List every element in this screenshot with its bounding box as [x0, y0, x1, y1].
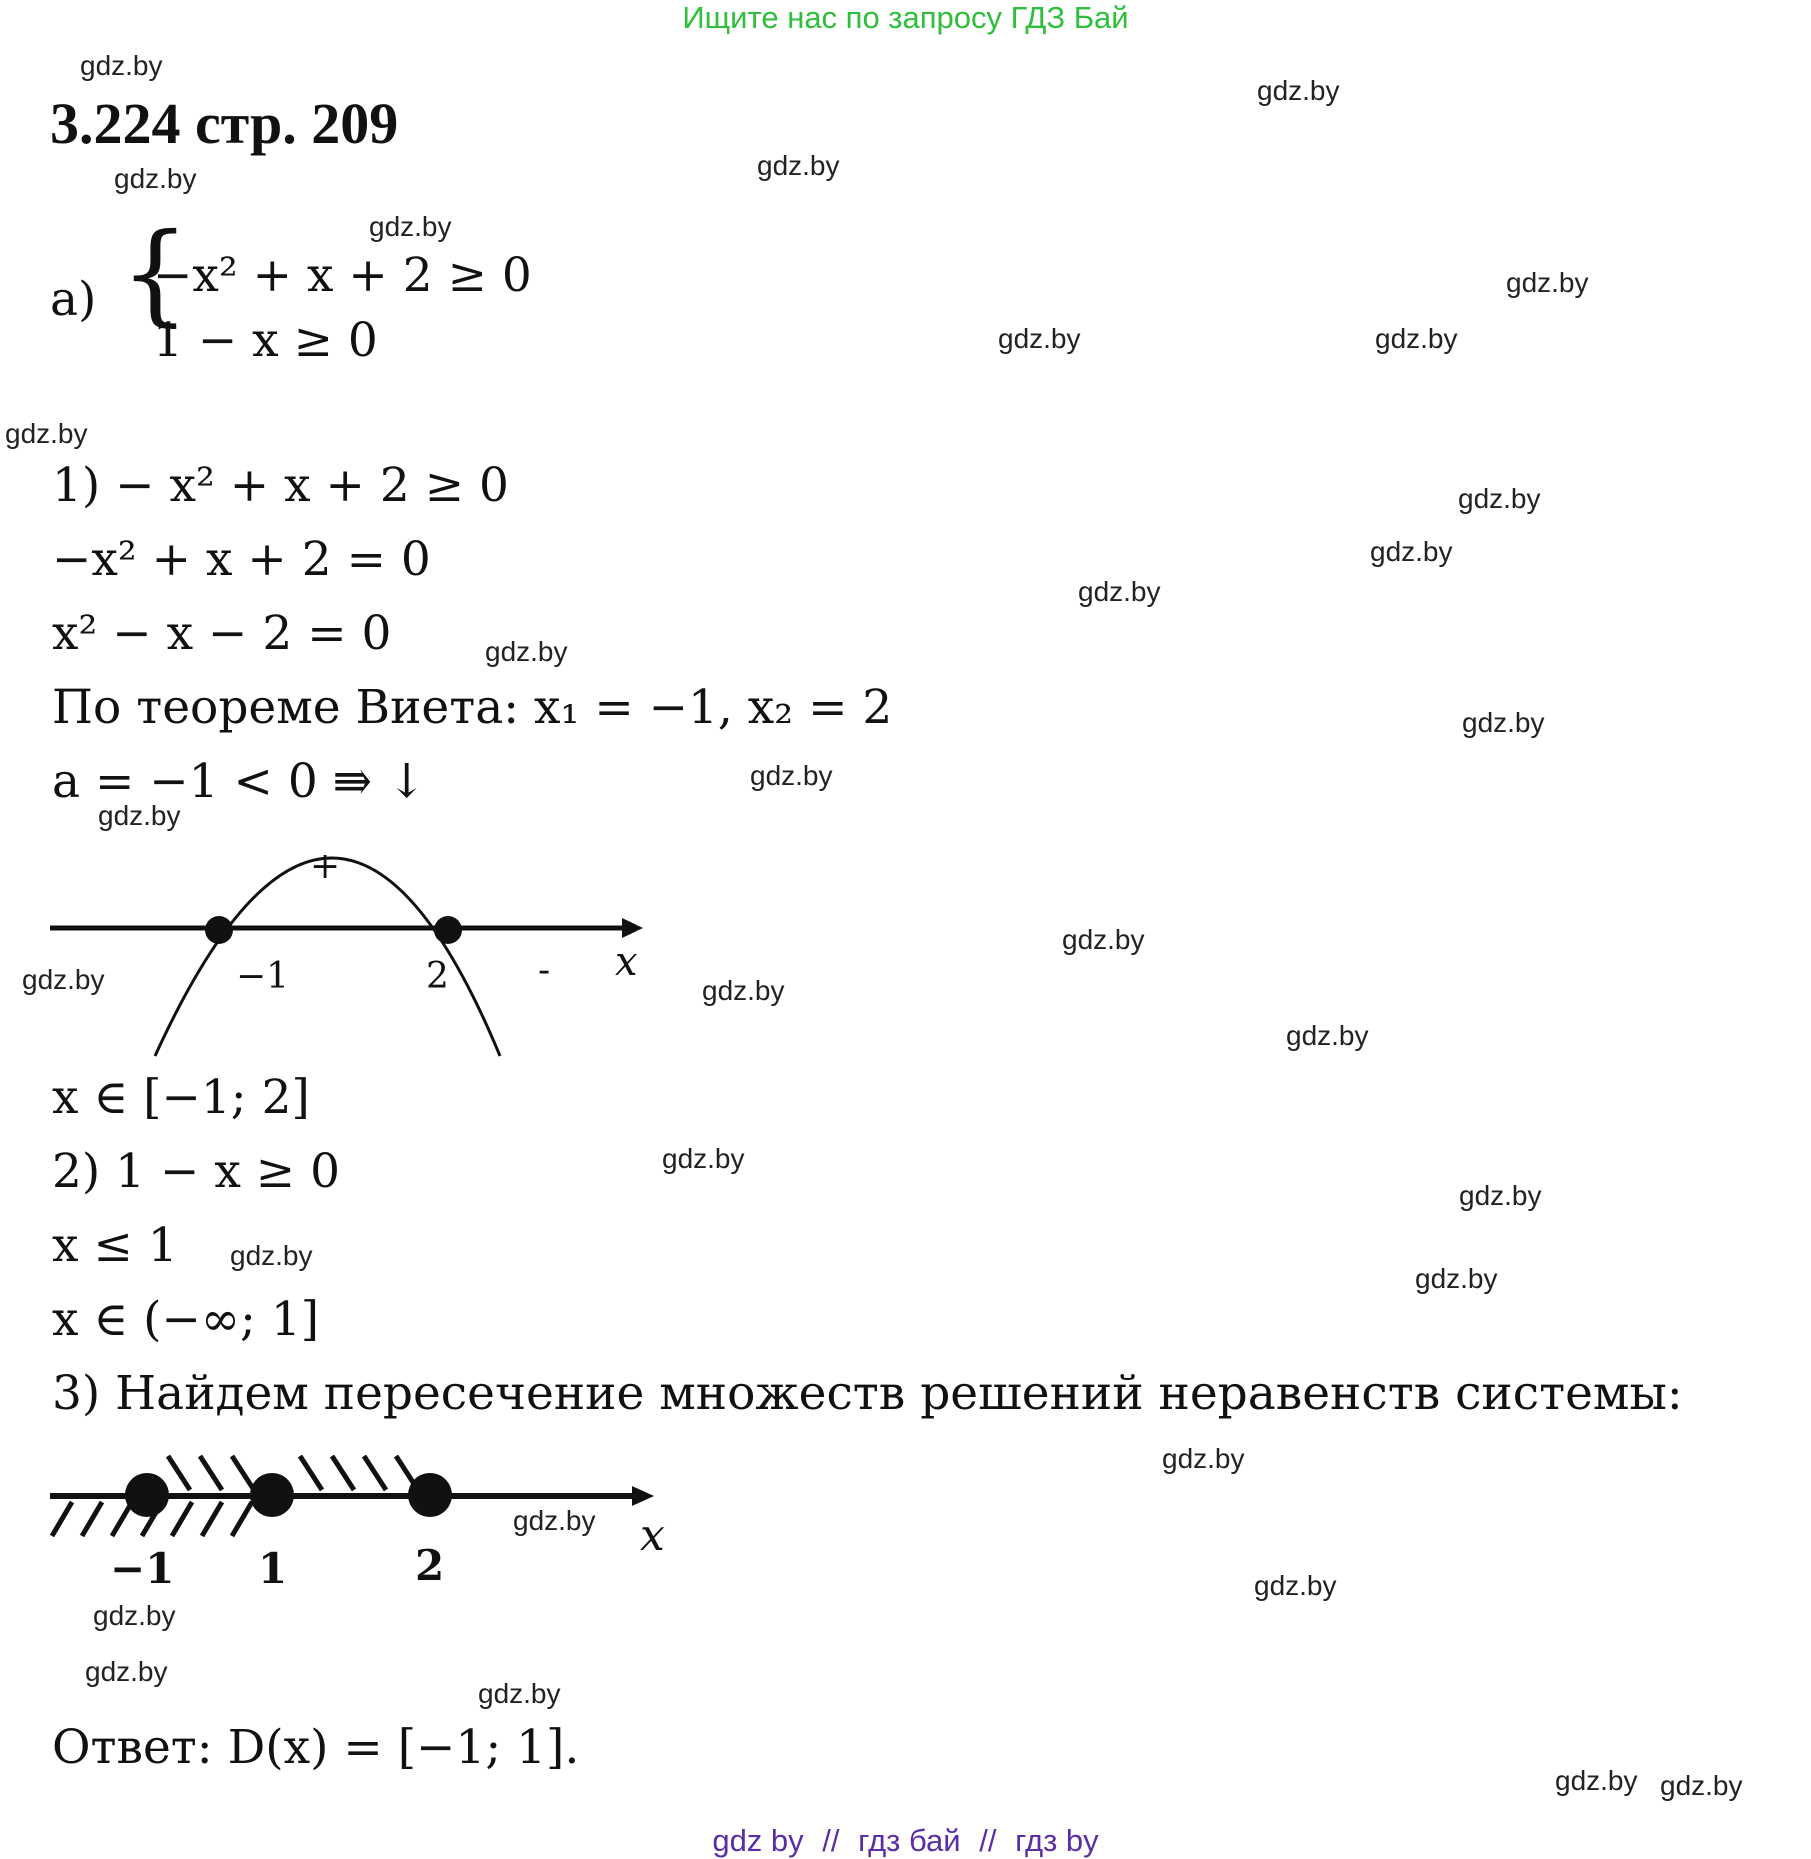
- plus-sign: +: [310, 846, 341, 887]
- watermark: gdz.by: [85, 1656, 168, 1687]
- watermark: gdz.by: [1458, 483, 1541, 514]
- minus-sign: -: [538, 950, 551, 991]
- watermark: gdz.by: [1062, 924, 1145, 955]
- hatch-upper: [168, 1456, 418, 1490]
- step-x-le-1: x ≤ 1: [52, 1218, 178, 1273]
- footer-separator: //: [822, 1823, 840, 1858]
- step-2: −x² + x + 2 = 0: [52, 532, 431, 587]
- system-brace: {: [120, 209, 190, 337]
- watermark: gdz.by: [998, 323, 1081, 354]
- footer-separator: //: [979, 1823, 997, 1858]
- step-3-heading: 3) Найдем пересечение множеств решений неравенств системы:: [52, 1366, 1683, 1421]
- footer-link-gdz-by-ru[interactable]: гдз by: [1015, 1823, 1099, 1858]
- footer-link-gdz-bai[interactable]: гдз бай: [858, 1823, 961, 1858]
- watermark: gdz.by: [1370, 536, 1453, 567]
- parabola-graph: [40, 820, 660, 1070]
- footer-link-gdz-by[interactable]: gdz by: [712, 1823, 804, 1858]
- page-title: 3.224 стр. 209: [50, 91, 399, 156]
- root-label-2: 2: [426, 956, 449, 997]
- answer: Ответ: D(x) = [−1; 1].: [52, 1720, 580, 1775]
- watermark: gdz.by: [1506, 267, 1589, 298]
- x-axis-arrow: [622, 918, 643, 938]
- watermark: gdz.by: [1375, 323, 1458, 354]
- watermark: gdz.by: [22, 964, 105, 995]
- step-interval-2: x ∈ (−∞; 1]: [52, 1292, 320, 1347]
- watermark: gdz.by: [478, 1678, 561, 1709]
- watermark: gdz.by: [702, 975, 785, 1006]
- step-vieta: По теореме Виета: x₁ = −1, x₂ = 2: [52, 680, 893, 735]
- watermark: gdz.by: [757, 150, 840, 181]
- watermark: gdz.by: [750, 760, 833, 791]
- point-minus-1: [125, 1473, 169, 1517]
- watermark: gdz.by: [98, 800, 181, 831]
- watermark: gdz.by: [485, 636, 568, 667]
- search-banner: Ищите нас по запросу ГДЗ Бай: [682, 0, 1129, 35]
- axis-label-x: x: [615, 939, 638, 985]
- root-label-minus-1: −1: [236, 956, 290, 997]
- x-axis-arrow-2: [632, 1486, 654, 1506]
- label-2: 2: [415, 1541, 445, 1590]
- watermark: gdz.by: [1162, 1443, 1245, 1474]
- watermark: gdz.by: [80, 50, 163, 81]
- watermark: gdz.by: [1462, 707, 1545, 738]
- footer-links: [0, 1823, 1811, 1859]
- step-leading-coeff: a = −1 < 0 ⇛ ↓: [52, 754, 427, 809]
- system-ineq-2: 1 − x ≥ 0: [153, 313, 378, 368]
- watermark: gdz.by: [369, 211, 452, 242]
- watermark: gdz.by: [5, 418, 88, 449]
- label-minus-1: −1: [110, 1544, 175, 1593]
- watermark: gdz.by: [1078, 576, 1161, 607]
- step-1: 1) − x² + x + 2 ≥ 0: [52, 458, 509, 513]
- root-point-minus-1: [205, 916, 233, 944]
- step-2-heading: 2) 1 − x ≥ 0: [52, 1144, 341, 1199]
- watermark: gdz.by: [93, 1600, 176, 1631]
- axis-label-x-2: x: [640, 1510, 665, 1561]
- watermark: gdz.by: [1415, 1263, 1498, 1294]
- step-3: x² − x − 2 = 0: [52, 606, 392, 661]
- watermark: gdz.by: [1254, 1570, 1337, 1601]
- watermark: gdz.by: [662, 1143, 745, 1174]
- watermark: gdz.by: [513, 1505, 596, 1536]
- watermark: gdz.by: [1286, 1020, 1369, 1051]
- watermark: gdz.by: [230, 1240, 313, 1271]
- part-label: a): [50, 272, 97, 327]
- root-point-2: [434, 916, 462, 944]
- watermark: gdz.by: [1459, 1180, 1542, 1211]
- watermark: gdz.by: [1660, 1770, 1743, 1801]
- watermark: gdz.by: [1555, 1765, 1638, 1796]
- point-2: [408, 1473, 452, 1517]
- point-1: [250, 1473, 294, 1517]
- watermark: gdz.by: [1257, 75, 1340, 106]
- step-interval-1: x ∈ [−1; 2]: [52, 1070, 310, 1125]
- system-ineq-1: −x² + x + 2 ≥ 0: [153, 248, 532, 303]
- label-1: 1: [258, 1544, 288, 1593]
- watermark: gdz.by: [114, 163, 197, 194]
